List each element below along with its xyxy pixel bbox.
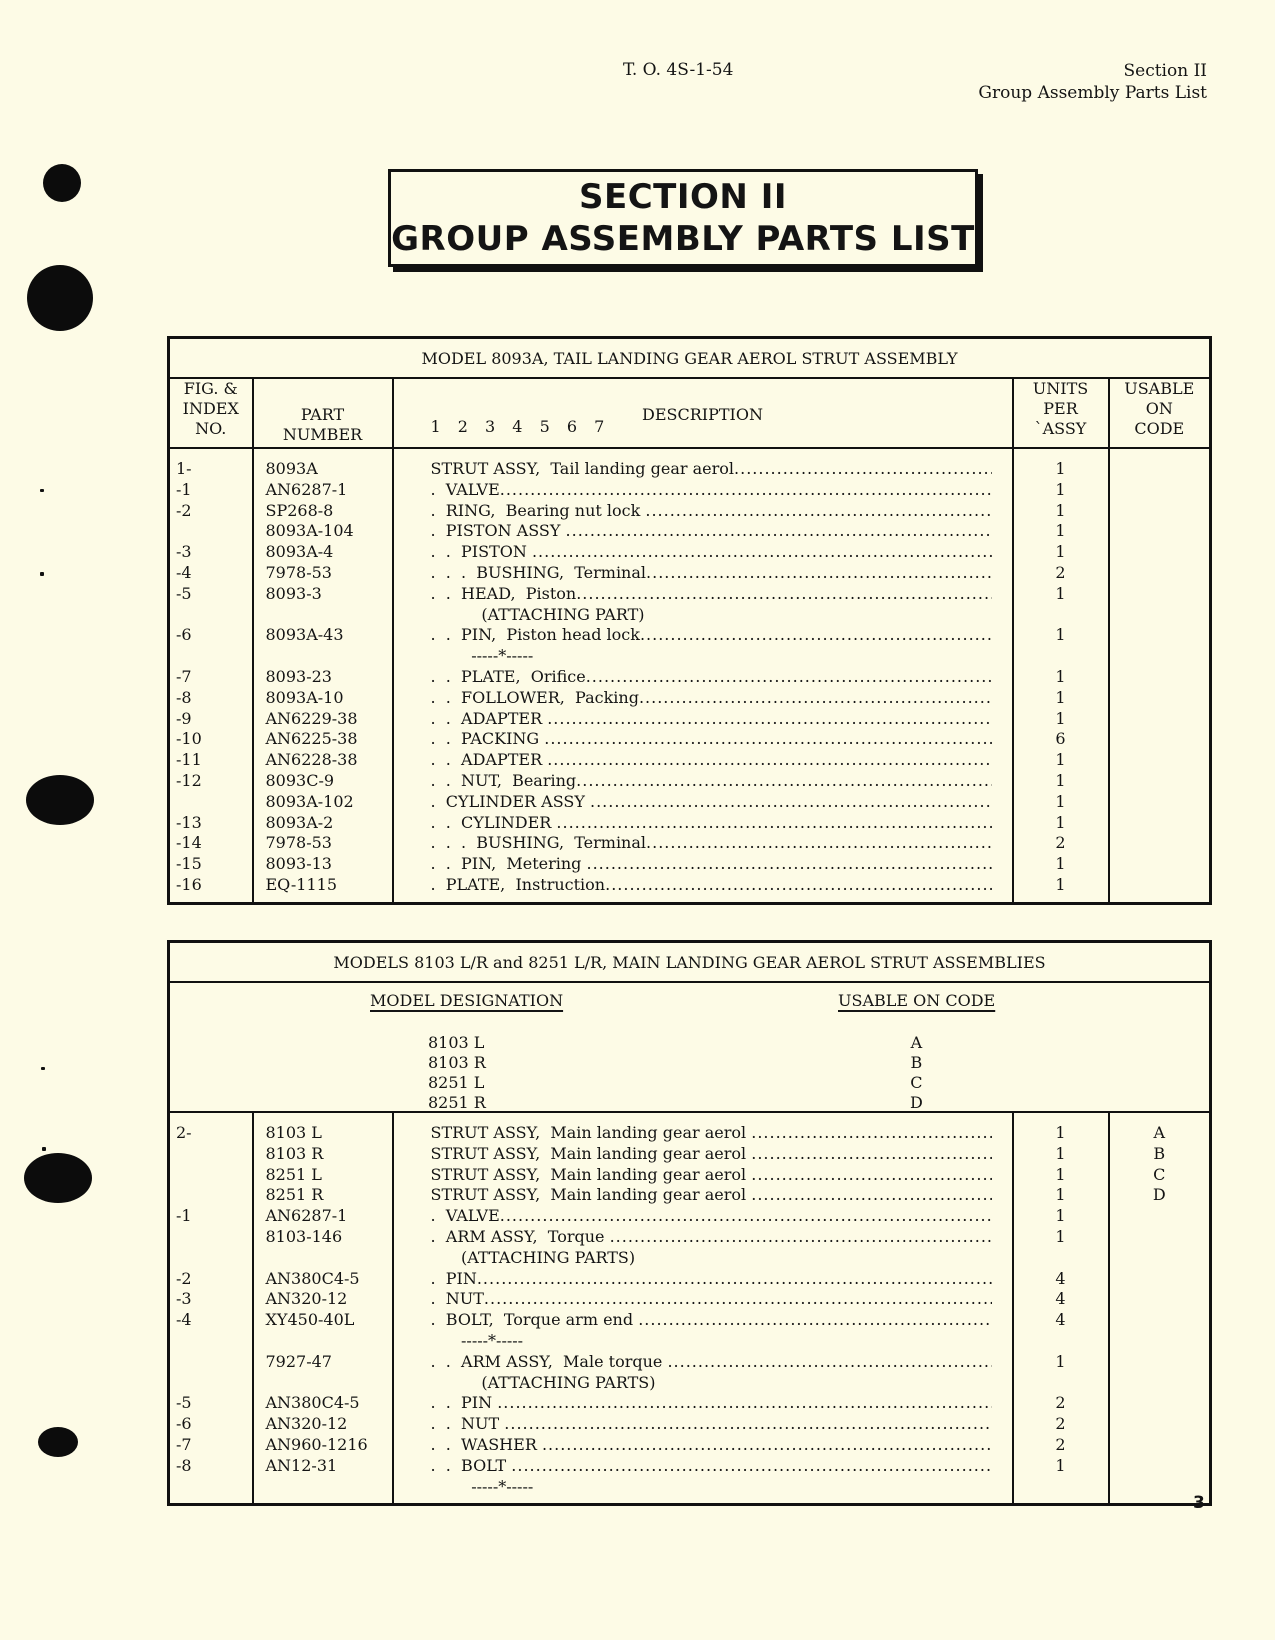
description: (ATTACHING PART) [393, 605, 1013, 626]
table-row [169, 625, 1211, 646]
leader-dots [645, 501, 991, 522]
fig-index: -10 [169, 729, 253, 750]
fig-index [169, 1373, 253, 1394]
table-row [169, 875, 1211, 896]
usable-on-code [1109, 563, 1211, 584]
table-row [169, 605, 1211, 626]
fig-index: -6 [169, 625, 253, 646]
part-number: AN380C4-5 [253, 1393, 393, 1414]
page-number: 3 [1193, 1493, 1205, 1513]
description: . PIN ..... [393, 1269, 1013, 1290]
leader-dots [544, 729, 991, 750]
fig-index [169, 1248, 253, 1269]
usable-on-code [1109, 1331, 1211, 1352]
usable-on-code [1109, 542, 1211, 563]
leader-dots [646, 563, 991, 584]
punch-hole [24, 1153, 92, 1203]
table-row [169, 563, 1211, 584]
usable-on-code-header: USABLE ON CODE [838, 991, 996, 1010]
units-per-assy: 1 [1013, 771, 1109, 792]
units-per-assy: 2 [1013, 833, 1109, 854]
usable-on-code: C [1109, 1165, 1211, 1186]
fig-index: 1- [169, 448, 253, 480]
table-row [169, 1477, 1211, 1498]
speck [40, 489, 44, 492]
fig-index: -8 [169, 688, 253, 709]
units-per-assy: 4 [1013, 1310, 1109, 1331]
units-per-assy: 1 [1013, 750, 1109, 771]
description: . CYLINDER ASSY ..... [393, 792, 1013, 813]
leader-dots [640, 625, 992, 646]
table-row [169, 688, 1211, 709]
fig-index: -3 [169, 1289, 253, 1310]
units-per-assy: 2 [1013, 1393, 1109, 1414]
part-number: 7978-53 [253, 563, 393, 584]
units-per-assy: 1 [1013, 1144, 1109, 1165]
units-per-assy: 1 [1013, 501, 1109, 522]
description: STRUT ASSY, Main landing gear aerol ..... [393, 1144, 1013, 1165]
leader-dots [576, 771, 991, 792]
leader-dots [586, 667, 992, 688]
units-per-assy: 1 [1013, 448, 1109, 480]
speck [42, 1147, 46, 1151]
section-title: Group Assembly Parts List [978, 83, 1207, 103]
table-row [169, 1144, 1211, 1165]
units-per-assy: 1 [1013, 1112, 1109, 1144]
usable-on-code [1109, 792, 1211, 813]
description: . . NUT ..... [393, 1414, 1013, 1435]
leader-dots [484, 1289, 992, 1310]
units-per-assy [1013, 1373, 1109, 1394]
units-per-assy: 1 [1013, 709, 1109, 730]
table-row [169, 1206, 1211, 1227]
col-description: DESCRIPTION 1 2 3 4 5 6 7 [393, 378, 1013, 448]
col-usable-on-code: USABLE ON CODE [1109, 378, 1211, 448]
fig-index: -2 [169, 501, 253, 522]
fig-index: -2 [169, 1269, 253, 1290]
table-row [169, 1269, 1211, 1290]
usable-on-code [1109, 1206, 1211, 1227]
usable-on-code [1109, 1248, 1211, 1269]
leader-dots [638, 1310, 991, 1331]
description: STRUT ASSY, Main landing gear aerol ..... [393, 1165, 1013, 1186]
part-number: 8093A-2 [253, 813, 393, 834]
table-row [169, 750, 1211, 771]
usable-on-code [1109, 521, 1211, 542]
table-row [169, 1331, 1211, 1352]
table-caption: MODELS 8103 L/R and 8251 L/R, MAIN LANDING GEAR AEROL STRUT ASSEMBLIES [169, 942, 1211, 983]
description: STRUT ASSY, Main landing gear aerol ..... [393, 1185, 1013, 1206]
usable-on-code [1109, 833, 1211, 854]
description: -----*----- [393, 1477, 1013, 1498]
table-row [169, 833, 1211, 854]
usable-on-code: B [1109, 1144, 1211, 1165]
title-line-1: SECTION II [578, 177, 787, 217]
units-per-assy: 2 [1013, 1414, 1109, 1435]
leader-dots [751, 1185, 991, 1206]
table-row [169, 501, 1211, 522]
table-row [169, 1414, 1211, 1435]
part-number: 8093C-9 [253, 771, 393, 792]
description: . . PACKING ..... [393, 729, 1013, 750]
part-number: AN380C4-5 [253, 1269, 393, 1290]
leader-dots [751, 1123, 991, 1144]
units-per-assy: 1 [1013, 480, 1109, 501]
units-per-assy: 1 [1013, 854, 1109, 875]
table-row [169, 854, 1211, 875]
units-per-assy: 2 [1013, 1435, 1109, 1456]
table-row [169, 729, 1211, 750]
part-number: AN6228-38 [253, 750, 393, 771]
usable-on-code: D [1109, 1185, 1211, 1206]
usable-on-code [1109, 605, 1211, 626]
leader-dots [500, 480, 992, 501]
table-row [169, 1165, 1211, 1186]
table-row [169, 1393, 1211, 1414]
leader-dots [734, 459, 991, 480]
model-designation-block [169, 982, 1211, 1112]
leader-dots [504, 1414, 991, 1435]
units-per-assy [1013, 1331, 1109, 1352]
indent-level-numbers: 1 2 3 4 5 6 7 [430, 417, 611, 436]
leader-dots [639, 688, 992, 709]
description: . . PISTON ..... [393, 542, 1013, 563]
leader-dots [532, 542, 992, 563]
part-number: AN6229-38 [253, 709, 393, 730]
part-number: XY450-40L [253, 1310, 393, 1331]
fig-index: -9 [169, 709, 253, 730]
usable-on-code [1109, 709, 1211, 730]
table-row [169, 1227, 1211, 1248]
usable-on-code [1109, 1373, 1211, 1394]
part-number: 7978-53 [253, 833, 393, 854]
units-per-assy: 4 [1013, 1289, 1109, 1310]
fig-index [169, 1165, 253, 1186]
usable-on-code [1109, 584, 1211, 605]
usable-on-code [1109, 875, 1211, 896]
col-part-number: PART NUMBER [253, 378, 393, 448]
description: . ARM ASSY, Torque ..... [393, 1227, 1013, 1248]
units-per-assy: 1 [1013, 1227, 1109, 1248]
table-row [169, 1310, 1211, 1331]
fig-index [169, 1352, 253, 1373]
part-number: 8093A-43 [253, 625, 393, 646]
usable-on-code [1109, 1227, 1211, 1248]
leader-dots [590, 792, 992, 813]
part-number: 8103 R [253, 1144, 393, 1165]
leader-dots [646, 833, 991, 854]
description: STRUT ASSY, Main landing gear aerol ..... [393, 1112, 1013, 1144]
usable-on-code [1109, 1456, 1211, 1477]
punch-hole [26, 775, 94, 825]
units-per-assy: 1 [1013, 875, 1109, 896]
units-per-assy: 1 [1013, 1185, 1109, 1206]
table-row [169, 584, 1211, 605]
fig-index: 2- [169, 1112, 253, 1144]
description: . . PLATE, Orifice ..... [393, 667, 1013, 688]
part-number: AN960-1216 [253, 1435, 393, 1456]
usable-on-code [1109, 1352, 1211, 1373]
fig-index: -1 [169, 480, 253, 501]
usable-on-code [1109, 750, 1211, 771]
part-number [253, 605, 393, 626]
table-row [169, 771, 1211, 792]
leader-dots [542, 1435, 992, 1456]
table-row [169, 1112, 1211, 1144]
leader-dots [605, 875, 991, 896]
table-row [169, 1373, 1211, 1394]
part-number: 8103 L [253, 1112, 393, 1144]
col-fig-index: FIG. & INDEX NO. [169, 378, 253, 448]
table-row [169, 709, 1211, 730]
usable-on-code [1109, 1310, 1211, 1331]
fig-index [169, 1331, 253, 1352]
part-number: AN6287-1 [253, 1206, 393, 1227]
table-row [169, 448, 1211, 480]
usable-on-code [1109, 688, 1211, 709]
fig-index: -8 [169, 1456, 253, 1477]
units-per-assy: 1 [1013, 813, 1109, 834]
usable-on-code: A [1109, 1112, 1211, 1144]
part-number: AN6225-38 [253, 729, 393, 750]
part-number: AN12-31 [253, 1456, 393, 1477]
usable-on-code [1109, 448, 1211, 480]
fig-index: -4 [169, 563, 253, 584]
punch-hole [43, 164, 81, 202]
description: -----*----- [393, 1331, 1013, 1352]
fig-index: -15 [169, 854, 253, 875]
table-row [169, 542, 1211, 563]
units-per-assy [1013, 646, 1109, 667]
parts-table-models-8103-8251 [167, 940, 1212, 1506]
leader-dots [497, 1393, 991, 1414]
table-row [169, 813, 1211, 834]
units-per-assy: 1 [1013, 1206, 1109, 1227]
fig-index [169, 1185, 253, 1206]
part-number: 8093-3 [253, 584, 393, 605]
fig-index: -7 [169, 667, 253, 688]
description: . BOLT, Torque arm end ..... [393, 1310, 1013, 1331]
part-number: 8093-13 [253, 854, 393, 875]
description: . . . BUSHING, Terminal ..... [393, 833, 1013, 854]
description: STRUT ASSY, Tail landing gear aerol ..... [393, 448, 1013, 480]
model-designation-header: MODEL DESIGNATION [370, 991, 564, 1010]
table-row [169, 792, 1211, 813]
leader-dots [566, 521, 992, 542]
usable-on-code [1109, 1269, 1211, 1290]
part-number: AN320-12 [253, 1414, 393, 1435]
table-row [169, 480, 1211, 501]
description: . NUT ..... [393, 1289, 1013, 1310]
fig-index: -11 [169, 750, 253, 771]
description: . . CYLINDER ..... [393, 813, 1013, 834]
part-number [253, 1477, 393, 1498]
leader-dots [477, 1269, 992, 1290]
description: . . ADAPTER ..... [393, 750, 1013, 771]
description: . . NUT, Bearing ..... [393, 771, 1013, 792]
description: (ATTACHING PARTS) [393, 1373, 1013, 1394]
part-number: 8093A-10 [253, 688, 393, 709]
description: . VALVE ..... [393, 480, 1013, 501]
description: (ATTACHING PARTS) [393, 1248, 1013, 1269]
code-list: A B C D [910, 1033, 923, 1112]
title-line-2: GROUP ASSEMBLY PARTS LIST [391, 219, 975, 259]
table-row [169, 1352, 1211, 1373]
description: . . FOLLOWER, Packing ..... [393, 688, 1013, 709]
part-number: SP268-8 [253, 501, 393, 522]
leader-dots [751, 1144, 991, 1165]
fig-index: -14 [169, 833, 253, 854]
units-per-assy: 1 [1013, 521, 1109, 542]
description: . . WASHER ..... [393, 1435, 1013, 1456]
table-row [169, 667, 1211, 688]
model-list: 8103 L 8103 R 8251 L 8251 R [428, 1033, 486, 1112]
units-per-assy: 1 [1013, 792, 1109, 813]
units-per-assy: 1 [1013, 667, 1109, 688]
units-per-assy: 1 [1013, 542, 1109, 563]
usable-on-code [1109, 646, 1211, 667]
fig-index [169, 1144, 253, 1165]
to-number: T. O. 4S-1-54 [623, 60, 734, 80]
fig-index: -12 [169, 771, 253, 792]
fig-index [169, 521, 253, 542]
units-per-assy: 1 [1013, 688, 1109, 709]
table-row [169, 1289, 1211, 1310]
punch-hole [27, 265, 93, 331]
table-row [169, 1456, 1211, 1477]
units-per-assy: 6 [1013, 729, 1109, 750]
part-number: 8251 L [253, 1165, 393, 1186]
usable-on-code [1109, 813, 1211, 834]
usable-on-code [1109, 1435, 1211, 1456]
description: . RING, Bearing nut lock ..... [393, 501, 1013, 522]
units-per-assy [1013, 605, 1109, 626]
column-headers [169, 378, 1211, 448]
table-row [169, 646, 1211, 667]
units-per-assy [1013, 1248, 1109, 1269]
part-number [253, 1248, 393, 1269]
table-caption: MODEL 8093A, TAIL LANDING GEAR AEROL STRUT ASSEMBLY [169, 338, 1211, 379]
leader-dots [667, 1352, 991, 1373]
leader-dots [547, 750, 991, 771]
leader-dots [610, 1227, 992, 1248]
part-number: 8093A-4 [253, 542, 393, 563]
part-number: 8251 R [253, 1185, 393, 1206]
part-number: 8093-23 [253, 667, 393, 688]
table-row [169, 1248, 1211, 1269]
usable-on-code [1109, 1289, 1211, 1310]
col-units-per-assy: UNITS PER `ASSY [1013, 378, 1109, 448]
table-row [169, 1185, 1211, 1206]
part-number: AN320-12 [253, 1289, 393, 1310]
fig-index [169, 605, 253, 626]
fig-index: -5 [169, 584, 253, 605]
description: . . PIN, Metering ..... [393, 854, 1013, 875]
usable-on-code [1109, 480, 1211, 501]
units-per-assy: 1 [1013, 1352, 1109, 1373]
usable-on-code [1109, 667, 1211, 688]
punch-hole [38, 1427, 78, 1457]
units-per-assy [1013, 1477, 1109, 1498]
fig-index [169, 1477, 253, 1498]
usable-on-code [1109, 729, 1211, 750]
leader-dots [547, 709, 991, 730]
description: . . PIN ..... [393, 1393, 1013, 1414]
usable-on-code [1109, 771, 1211, 792]
part-number [253, 1331, 393, 1352]
fig-index: -13 [169, 813, 253, 834]
part-number: 8093A-104 [253, 521, 393, 542]
speck [41, 1067, 45, 1070]
fig-index: -1 [169, 1206, 253, 1227]
part-number [253, 1373, 393, 1394]
units-per-assy: 1 [1013, 1456, 1109, 1477]
description: . PISTON ASSY ..... [393, 521, 1013, 542]
part-number: AN6287-1 [253, 480, 393, 501]
units-per-assy: 1 [1013, 625, 1109, 646]
fig-index: -6 [169, 1414, 253, 1435]
leader-dots [751, 1165, 991, 1186]
parts-table-model-8093a [167, 336, 1212, 905]
description: . . . BUSHING, Terminal ..... [393, 563, 1013, 584]
usable-on-code [1109, 854, 1211, 875]
fig-index [169, 1227, 253, 1248]
section-title-box [388, 169, 978, 267]
fig-index: -16 [169, 875, 253, 896]
leader-dots [576, 584, 991, 605]
units-per-assy: 1 [1013, 584, 1109, 605]
table-row [169, 521, 1211, 542]
part-number: 8103-146 [253, 1227, 393, 1248]
running-header [978, 60, 1207, 104]
description: . . HEAD, Piston ..... [393, 584, 1013, 605]
fig-index: -7 [169, 1435, 253, 1456]
speck [40, 572, 44, 576]
usable-on-code [1109, 625, 1211, 646]
part-number: 7927-47 [253, 1352, 393, 1373]
leader-dots [556, 813, 991, 834]
description: -----*----- [393, 646, 1013, 667]
description: . VALVE ..... [393, 1206, 1013, 1227]
description: . . ARM ASSY, Male torque ..... [393, 1352, 1013, 1373]
units-per-assy: 1 [1013, 1165, 1109, 1186]
part-number: 8093A-102 [253, 792, 393, 813]
leader-dots [511, 1456, 991, 1477]
fig-index: -4 [169, 1310, 253, 1331]
part-number: 8093A [253, 448, 393, 480]
fig-index: -5 [169, 1393, 253, 1414]
usable-on-code [1109, 1414, 1211, 1435]
leader-dots [586, 854, 991, 875]
section-label: Section II [1123, 61, 1207, 81]
usable-on-code [1109, 1393, 1211, 1414]
units-per-assy: 2 [1013, 563, 1109, 584]
usable-on-code [1109, 501, 1211, 522]
description: . PLATE, Instruction ..... [393, 875, 1013, 896]
fig-index [169, 646, 253, 667]
table-row [169, 1435, 1211, 1456]
description: . . BOLT ..... [393, 1456, 1013, 1477]
description: . . PIN, Piston head lock ..... [393, 625, 1013, 646]
fig-index: -3 [169, 542, 253, 563]
units-per-assy: 4 [1013, 1269, 1109, 1290]
fig-index [169, 792, 253, 813]
leader-dots [500, 1206, 992, 1227]
part-number [253, 646, 393, 667]
part-number: EQ-1115 [253, 875, 393, 896]
description: . . ADAPTER ..... [393, 709, 1013, 730]
